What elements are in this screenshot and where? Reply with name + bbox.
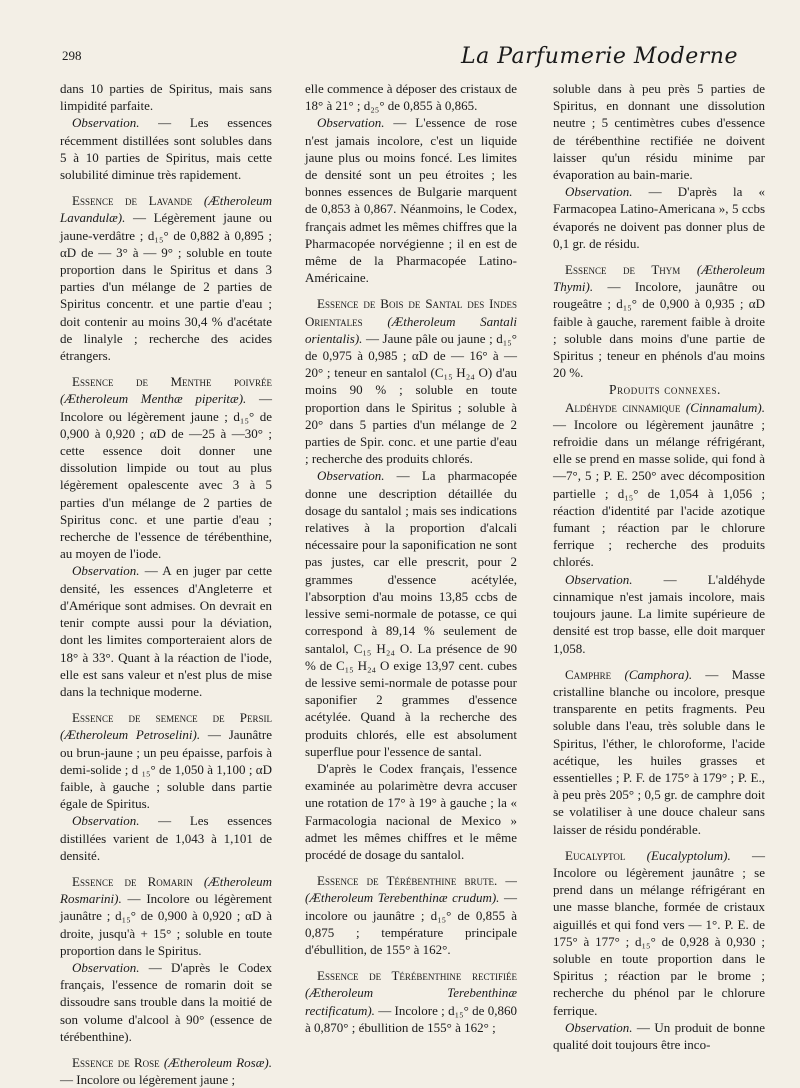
observation-paragraph [60, 562, 272, 700]
entry-latin-name: (Eucalyptolum). [625, 847, 731, 863]
observation-paragraph [60, 959, 272, 1045]
entry-heading: Essence de Thym [565, 262, 681, 278]
monograph-entry [553, 261, 765, 381]
entry-heading: Eucalyptol [565, 847, 626, 863]
monograph-entry [60, 192, 272, 364]
monograph-entry [60, 709, 272, 812]
observation-text: — Les essences récemment distillées sont solubles dans 5 à 10 parties de Spiritus, mais cette solubilité diminue très rapidement. [60, 115, 272, 183]
page-header [62, 44, 738, 74]
observation-text: — L'aldéhyde cinnamique n'est jamais incolore, mais toujours jaune. La limite supérieure de densité est trop basse, elle doit marquer 1,058. [553, 571, 765, 656]
monograph-entry [305, 295, 517, 467]
entry-heading: Essence de Bois de Santal des Indes Orientales [305, 296, 517, 329]
entry-heading: Essence de Romarin [72, 873, 193, 889]
entry-text: — Incolore ou légèrement jaunâtre ; d₁₅° de 0,900 à 0,920 ; αD à droite, jusqu'à + 15° ; soluble en toute proportion dans le Spiritus. [60, 891, 272, 958]
observation-text: — Un produit de bonne qualité doit toujours être inco- [553, 1019, 765, 1052]
entry-text: — incolore ou jaunâtre ; d₁₅° de 0,855 à 0,875 ; température principale d'ébullition, de 155° à 162°. [305, 890, 518, 957]
observation-label: Observation. [565, 1019, 633, 1035]
entry-latin-name: (Ætheroleum Thymi). [553, 262, 766, 295]
continued-paragraph: elle commence à déposer des cristaux de 18° à 21° ; d₂₅° de 0,855 à 0,865. [305, 81, 517, 114]
entry-text: — Incolore ; d₁₅° de 0,860 à 0,870° ; ébullition de 155° à 162° ; [305, 1002, 517, 1035]
observation-label: Observation. [72, 959, 140, 975]
entry-text: — Incolore ou légèrement jaunâtre ; refroidie dans un mélange réfrigérant, elle se prend en masse solide, qui fond à —7°, 5 ; P. E. 250° avec décomposition partielle ; d₁₅° de 1,054 à 1,056 ; réaction d'identité par l'acide azotique fumant ; réaction par le chlorure ferrique ; recherche des produits chlorés. [553, 416, 765, 570]
monograph-entry [553, 847, 765, 1019]
entry-text: — Jaune pâle ou jaune ; d₁₅° de 0,975 à 0,985 ; αD de — 16° à — 20° ; teneur en santalol (C₁₅ H₂₄ O) d'au moins 90 % ; soluble en toute proportion dans le Spiritus ; soluble à 20° dans 5 parties d'un mélange de 2 parties de Spir. conc. et une partie d'eau ; recherche des produits chlorés. [305, 330, 517, 467]
entry-text: — Masse cristalline blanche ou incolore, presque transparente en petits fragments. Peu soluble dans l'eau, très soluble dans le Spiritus, l'éther, le chloroforme, l'acide acétique, les huiles grasses et essentielles ; P. F. de 175° à 179° ; P. E., à peu près 205° ; 0,5 gr. de camphre doit se volatiliser à une douce chaleur sans laisser de résidu pondérable. [553, 666, 766, 837]
entry-latin-name: (Cinnamalum). [680, 399, 765, 415]
entry-latin-name: (Ætheroleum Terebenthinæ rectificatum). [305, 985, 517, 1018]
observation-paragraph [553, 571, 765, 657]
observation-text: — D'après la « Farmacopea Latino-Americana », 5 ccbs évaporés ne doivent pas donner plus de 0,1 gr. de résidu. [553, 184, 765, 251]
paragraph: D'après le Codex français, l'essence examinée au polarimètre devra accuser une rotation de 17° à 19° à gauche ; la « Farmacologia nacional de Mexico » admet les mêmes chiffres et le même procédé de dosage du santalol. [305, 760, 517, 862]
observation-paragraph [305, 467, 517, 759]
observation-paragraph [553, 183, 765, 252]
entry-latin-name: (Ætheroleum Petroselini). [60, 727, 201, 743]
observation-label: Observation. [72, 115, 140, 131]
monograph-entry [305, 872, 517, 958]
entry-latin-name: (Ætheroleum Menthæ piperitæ). [60, 391, 247, 407]
observation-text: — L'essence de rose n'est jamais incolore, c'est un liquide jaune plus ou moins foncé. Les limites de densité sont un peu étroites ; les bonnes essences de Bulgarie marquent de 0,853 à 0,867. Néanmoins, le Codex, français admet les mêmes chiffres que la Pharmacopée norvégienne ; il en est de même de la Pharmacopée Latino-Américaine. [305, 115, 517, 286]
monograph-entry [553, 399, 765, 571]
observation-paragraph [553, 1019, 765, 1053]
observation-label: Observation. [565, 571, 633, 587]
entry-heading: Essence de Térébenthine brute. [317, 873, 498, 889]
entry-heading: Essence de Térébenthine rectifiée [317, 968, 517, 984]
continued-paragraph: dans 10 parties de Spiritus, mais sans limpidité parfaite. [60, 81, 272, 114]
monograph-entry [60, 373, 272, 562]
monograph-entry [60, 873, 272, 959]
entry-heading: Camphre [565, 666, 612, 682]
observation-paragraph [60, 812, 272, 864]
running-title: La Parfumerie Moderne [460, 44, 738, 69]
entry-latin-name: (Camphora). [611, 666, 693, 682]
observation-label: Observation. [72, 563, 140, 579]
entry-latin-name: — (Ætheroleum Terebenthinæ crudum). [305, 873, 517, 906]
entry-heading: Essence de Lavande [72, 193, 193, 209]
observation-label: Observation. [317, 468, 385, 484]
entry-text: — Incolore ou légèrement jaunâtre ; se prend dans un mélange réfrigérant en une masse blanche, formée de cristaux aiguillés et qui fond vers — 1°. P. E. de 175° à 177° ; d₁₅° de 0,928 à 0,930 ; soluble en toute proportion dans le Spiritus ; réaction par le brome ; recherche du phénol par le chlorure ferrique. [553, 847, 765, 1018]
observation-text: — A en juger par cette densité, les essences d'Angleterre et d'Amérique sont admises. On devrait en tenir compte aussi pour la déviation, dont les limites comporteraient alors de 18° à 33°. Quant à la réaction de l'iode, elle est sans valeur et n'est plus de mise dans la technique moderne. [60, 563, 272, 699]
entry-heading: Essence de semence de Persil [72, 710, 272, 726]
observation-label: Observation. [317, 115, 385, 131]
entry-heading: Aldéhyde cinnamique [565, 399, 681, 415]
entry-heading: Essence de Menthe poivrée [72, 374, 272, 390]
monograph-entry [305, 967, 517, 1036]
observation-text: — La pharmacopée donne une description détaillée du dosage du santalol ; mais ses indications relatives à la proportion d'alcali nécessaire pour la saponification ne sont pas justes, car elle prescrit, pour 2 grammes d'essence acétylée, l'absorption d'au moins 13,85 ccbs de lessive semi-normale de potasse, ce qui correspond à 89,14 % seulement de santalol, C₁₅ H₂₄ O. La présence de 90 % de C₁₅ H₂₄ O exige 13,97 cent. cubes de lessive semi-normale de potasse pour saponifier 2 grammes d'essence acétylée. Quand à la recherche des produits chlorés, elle est absolument superflue pour l'essence de santal. [305, 468, 517, 759]
observation-paragraph [60, 114, 272, 183]
entry-text: — Incolore ou légèrement jaune ; d₁₅° de 0,900 à 0,920 ; αD de —25 à —30° ; cette essence doit donner une dissolution limpide ou tout au plus légèrement opalescente avec 3 à 5 parties d'un mélange de 2 parties de Spiritus conc. et une partie d'eau ; recherche de l'essence de térébenthine, au moyen de l'iode. [60, 391, 273, 562]
monograph-entry [553, 666, 765, 838]
section-heading: Produits connexes. [608, 382, 722, 398]
text-column-1 [60, 80, 272, 1088]
page-number: 298 [62, 48, 82, 63]
continued-paragraph: soluble dans à peu près 5 parties de Spiritus, en donnant une dissolution neutre ; 5 centimètres cubes d'essence de térébenthine rectifiée ne doivent laisser qu'un résidu minime par évaporation au bain-marie. [553, 81, 765, 183]
observation-label: Observation. [72, 813, 140, 829]
entry-text: — Jaunâtre ou brun-jaune ; un peu épaisse, parfois à demi-solide ; d ₁₅° de 1,050 à 1,100 ; αD faible, à gauche ; soluble dans partie égale de Spiritus. [60, 727, 273, 812]
monograph-entry [60, 1054, 272, 1088]
entry-latin-name: (Ætheroleum Rosmarini). [60, 873, 272, 907]
entry-latin-name: (Ætheroleum Santali orientalis). [305, 313, 517, 346]
entry-latin-name: (Ætheroleum Lavandulæ). [60, 193, 273, 226]
entry-text: — Incolore, jaunâtre ou rougeâtre ; d₁₅° de 0,900 à 0,935 ; αD faible à gauche, rarement faible à droite ; soluble dans moins d'une partie de Spiritus ; teneur en phénols d'au moins 20 %. [553, 279, 765, 381]
entry-text: — Incolore ou légèrement jaune ; [60, 1072, 236, 1088]
entry-text: — Légèrement jaune ou jaune-verdâtre ; d₁₅° de 0,882 à 0,895 ; αD de — 3° à — 9° ; soluble en toute proportion dans le Spiritus et dans 3 parties d'un mélange de 2 parties de Spiritus concentr. et une partie d'eau ; doit contenir au moins 30,4 % d'acétate de linalyle ; recherche des acides étrangers. [60, 210, 272, 364]
entry-latin-name: (Ætheroleum Rosæ). [159, 1054, 272, 1070]
observation-paragraph [305, 114, 517, 286]
observation-text: — D'après le Codex français, l'essence de romarin doit se dissoudre sans trouble dans la moitié de son volume d'alcool à 90° (essence de térébenthine). [60, 959, 272, 1044]
observation-text: — Les essences distillées varient de 1,043 à 1,101 de densité. [60, 813, 272, 863]
observation-label: Observation. [565, 184, 633, 200]
entry-heading: Essence de Rose [72, 1054, 160, 1070]
text-column-2 [305, 80, 517, 1036]
text-column-3 [553, 80, 765, 1053]
